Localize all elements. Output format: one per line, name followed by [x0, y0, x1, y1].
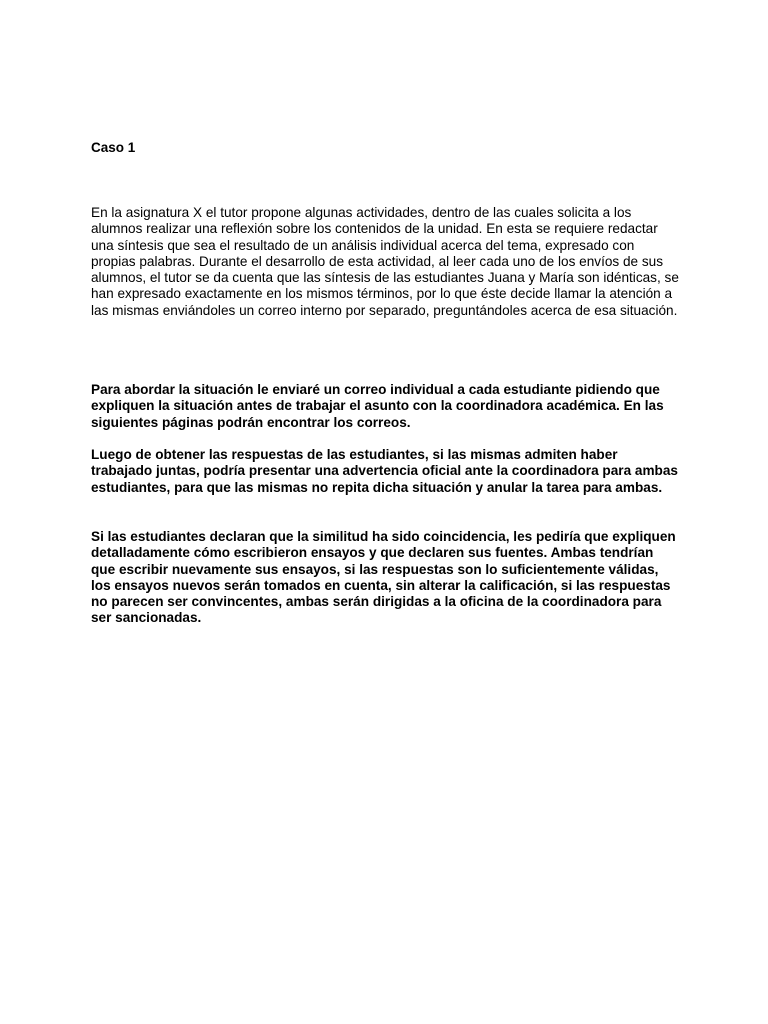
page-title: Caso 1 [91, 140, 136, 155]
response-paragraph-1: Para abordar la situación le enviaré un correo individual a cada estudiante pidiendo que expliquen la situación antes de trabajar el asunto con la coordinadora académica. En las siguientes páginas podrán encontrar los correos. [91, 382, 664, 430]
case-description-paragraph: En la asignatura X el tutor propone algunas actividades, dentro de las cuales solicita a los alumnos realizar una reflexión sobre los contenidos de la unidad. En esta se requiere redactar una síntesis que sea el resultado de un análisis individual acerca del tema, expresado con propias palabras. Durante el desarrollo de esta actividad, al leer cada uno de los envíos de sus alumnos, el tutor se da cuenta que las síntesis de las estudiantes Juana y María son idénticas, se han expresado exactamente en los mismos términos, por lo que éste decide llamar la atención a las mismas enviándoles un correo interno por separado, preguntándoles acerca de esa situación. [91, 205, 679, 318]
response-paragraph-2: Luego de obtener las respuestas de las estudiantes, si las mismas admiten haber trabajado juntas, podría presentar una advertencia oficial ante la coordinadora para ambas estudiantes, para que las mismas no repita dicha situación y anular la tarea para ambas. [91, 447, 678, 495]
response-paragraph-3: Si las estudiantes declaran que la similitud ha sido coincidencia, les pediría que expliquen detalladamente cómo escribieron ensayos y que declaren sus fuentes. Ambas tendrían que escribir nuevamente sus ensayos, si las respuestas son lo suficientemente válidas, los ensayos nuevos serán tomados en cuenta, sin alterar la calificación, si las respuestas no parecen ser convincentes, ambas serán dirigidas a la oficina de la coordinadora para ser sancionadas. [91, 529, 676, 626]
